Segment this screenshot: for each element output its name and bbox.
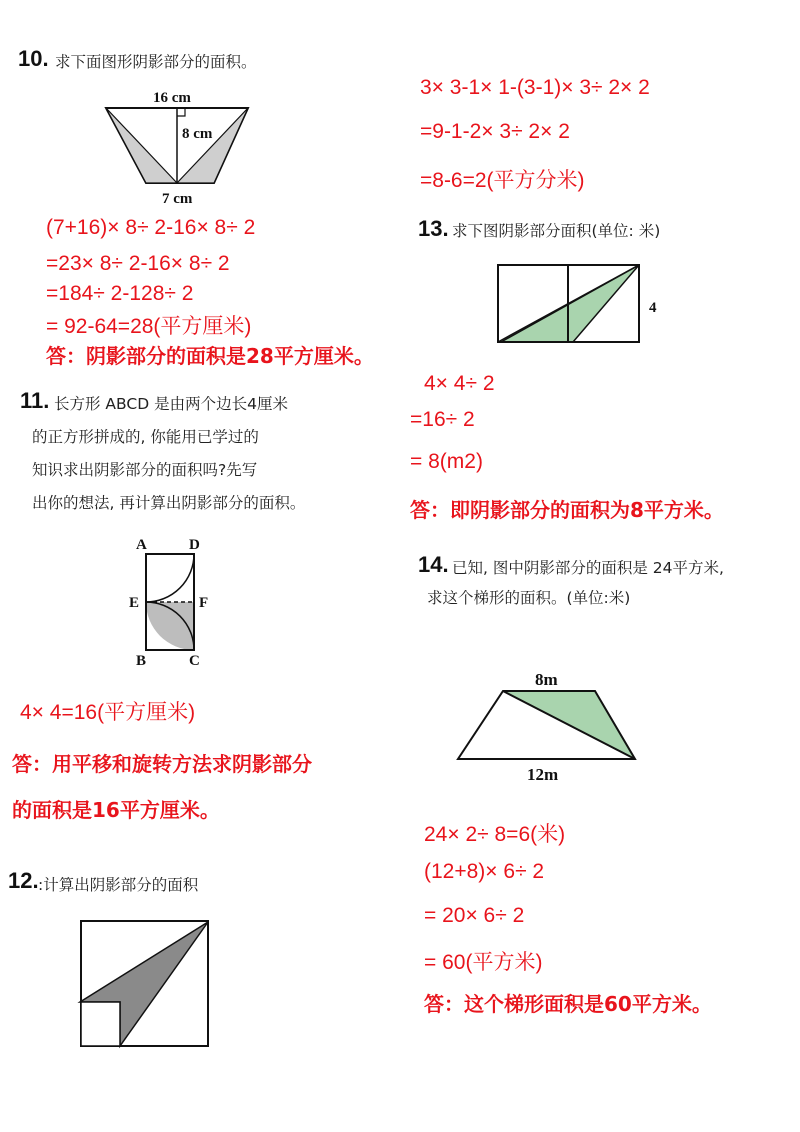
- q10-height-label: 8 cm: [182, 126, 213, 142]
- q12-number: 12.: [8, 868, 39, 893]
- q11-prompt-line-1: 长方形 ABCD 是由两个边长4厘米: [54, 395, 288, 413]
- q11-prompt-line-3: 知识求出阴影部分的面积吗?先写: [32, 461, 258, 479]
- q14-answer: 答：这个梯形面积是60平方米。: [424, 992, 712, 1016]
- q11-work: 4× 4=16(平方厘米): [20, 701, 196, 724]
- q12-work-line-1: 3× 3-1× 1-(3-1)× 3÷ 2× 2: [420, 76, 650, 99]
- q13-side-label: 4: [649, 300, 657, 316]
- q11-label-e: E: [129, 595, 140, 611]
- q14-bottom-label: 12m: [527, 765, 559, 784]
- q11-answer-line-2: 的面积是16平方厘米。: [12, 798, 220, 822]
- q10-work-line-4: = 92-64=28(平方厘米): [46, 315, 252, 338]
- q11-number: 11.: [20, 388, 50, 413]
- q10-work-line-1: (7+16)× 8÷ 2-16× 8÷ 2: [46, 216, 256, 239]
- q13-rectangle-figure: [495, 262, 670, 347]
- q10-top-label: 16 cm: [153, 90, 191, 106]
- q11-label-b: B: [136, 653, 147, 669]
- q12-square-figure: [80, 920, 210, 1050]
- q12-work-line-3: =8-6=2(平方分米): [420, 169, 585, 192]
- q11-label-d: D: [189, 537, 200, 553]
- q10-answer: 答：阴影部分的面积是28平方厘米。: [46, 344, 374, 368]
- q13-prompt: 求下图阴影部分面积(单位: 米): [452, 222, 661, 240]
- q13-work-line-1: 4× 4÷ 2: [424, 372, 495, 395]
- q10-prompt: 求下面图形阴影部分的面积。: [55, 53, 257, 71]
- q13-number: 13.: [418, 216, 449, 241]
- q14-prompt-line-2: 求这个梯形的面积。(单位:米): [427, 589, 631, 607]
- q14-work-line-4: = 60(平方米): [424, 951, 543, 974]
- q14-prompt-line-1: 已知, 图中阴影部分的面积是 24平方米,: [452, 559, 724, 577]
- q11-rectangle-figure: [120, 535, 220, 670]
- q14-trapezoid-figure: [455, 665, 640, 785]
- q13-answer: 答：即阴影部分的面积为8平方米。: [410, 498, 724, 522]
- q10-number: 10.: [18, 46, 49, 71]
- q13-work-line-3: = 8(m2): [410, 450, 483, 473]
- q11-answer-line-1: 答：用平移和旋转方法求阴影部分: [12, 752, 312, 776]
- q11-label-f: F: [199, 595, 209, 611]
- q11-prompt-line-2: 的正方形拼成的, 你能用已学过的: [32, 428, 259, 446]
- q10-work-line-2: =23× 8÷ 2-16× 8÷ 2: [46, 252, 230, 275]
- q14-work-line-1: 24× 2÷ 8=6(米): [424, 823, 566, 846]
- q10-work-line-3: =184÷ 2-128÷ 2: [46, 282, 194, 305]
- q11-label-c: C: [189, 653, 200, 669]
- q14-top-label: 8m: [535, 670, 558, 689]
- q13-work-line-2: =16÷ 2: [410, 408, 475, 431]
- q12-work-line-2: =9-1-2× 3÷ 2× 2: [420, 120, 570, 143]
- q12-prompt: :计算出阴影部分的面积: [38, 876, 199, 894]
- q10-trapezoid-figure: [100, 85, 260, 210]
- q10-bottom-label: 7 cm: [162, 191, 193, 207]
- q14-number: 14.: [418, 552, 449, 577]
- q11-label-a: A: [136, 537, 147, 553]
- q11-prompt-line-4: 出你的想法, 再计算出阴影部分的面积。: [32, 494, 306, 512]
- q14-work-line-3: = 20× 6÷ 2: [424, 904, 525, 927]
- q14-work-line-2: (12+8)× 6÷ 2: [424, 860, 545, 883]
